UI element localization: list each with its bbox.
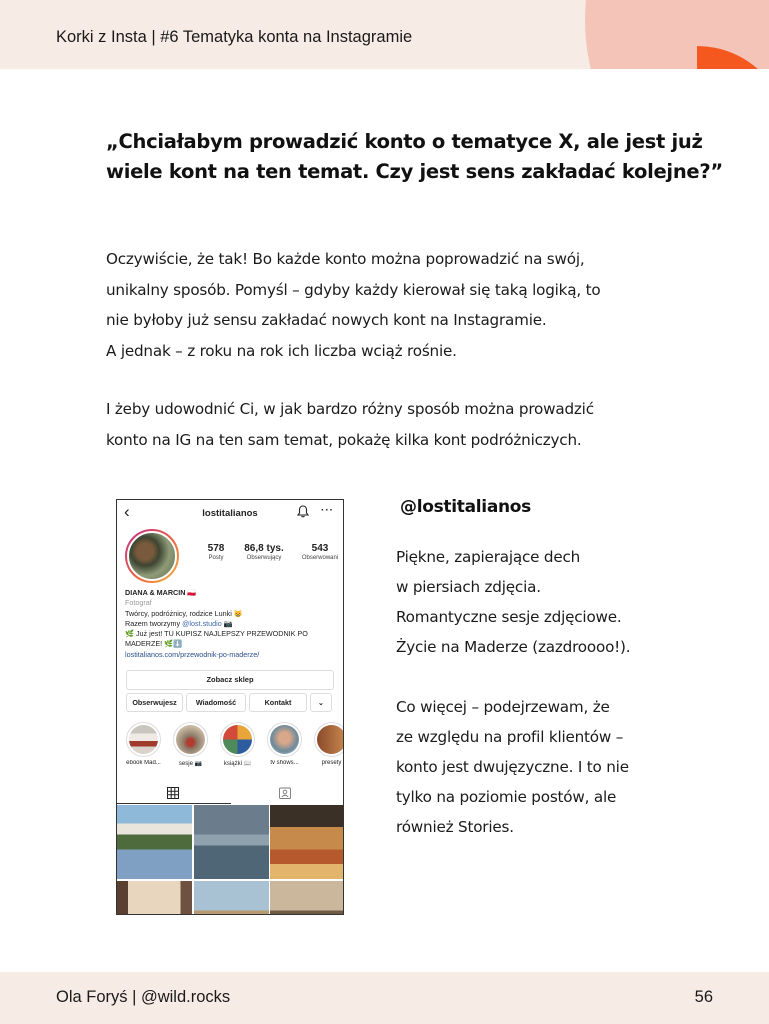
text-line: Życie na Maderze (zazdroooo!). — [396, 638, 631, 656]
message-button[interactable]: Wiadomość — [186, 693, 246, 712]
story-highlights — [125, 722, 344, 767]
bio-category: Fotograf — [125, 598, 152, 608]
highlight-item[interactable] — [266, 722, 303, 767]
text-line: Romantyczne sesje zdjęciowe. — [396, 608, 622, 626]
bio-name: DIANA & MARCIN 🇵🇱 — [125, 588, 197, 597]
stat-label: Obserwowani — [301, 555, 339, 561]
page-header — [0, 0, 769, 69]
text-line: Piękne, zapierające dech — [396, 548, 581, 566]
ig-topbar — [117, 500, 343, 526]
highlight-label: ebook Mad... — [126, 760, 161, 766]
stat-followers[interactable] — [233, 543, 295, 561]
page-footer — [0, 972, 769, 1024]
following-button[interactable]: Obserwujesz — [126, 693, 183, 712]
text-line: Co więcej – podejrzewam, że — [396, 698, 610, 716]
tagged-icon[interactable] — [279, 787, 291, 799]
grid-icon[interactable] — [167, 787, 179, 799]
stat-posts[interactable] — [199, 543, 233, 561]
page-number: 56 — [694, 988, 713, 1006]
ig-profile-tabs — [117, 783, 344, 805]
text-line: tylko na poziomie postów, ale — [396, 788, 617, 806]
highlight-item[interactable] — [219, 722, 256, 767]
bio-mention-link[interactable]: @lost.studio — [182, 618, 222, 628]
ig-bio — [125, 588, 344, 660]
highlight-label: książki 📖 — [223, 761, 252, 767]
ig-action-buttons — [126, 693, 332, 712]
bio-line: Twórcy, podróżnicy, rodzice Lunki 😸 — [125, 608, 243, 618]
highlight-item[interactable] — [313, 722, 344, 767]
active-tab-indicator — [117, 803, 231, 804]
ig-post-grid — [117, 805, 344, 915]
highlight-thumbnail — [317, 725, 344, 754]
text-line: unikalny sposób. Pomyśl – gdyby każdy kierował się taką logiką, to — [106, 280, 601, 299]
stat-following[interactable] — [295, 543, 344, 561]
text-line: konto jest dwujęzyczne. I to nie — [396, 758, 629, 776]
highlight-label: presety — [321, 760, 342, 766]
ig-avatar[interactable] — [125, 529, 179, 583]
footer-author: Ola Foryś | @wild.rocks — [56, 988, 231, 1006]
bio-website-link[interactable]: lostitalianos.com/przewodnik-po-maderze/ — [125, 649, 260, 659]
text-line: również Stories. — [396, 818, 514, 836]
highlight-thumbnail — [223, 725, 252, 754]
text-line: w piersiach zdjęcia. — [396, 578, 541, 596]
examples-paragraph — [106, 394, 706, 455]
view-shop-button[interactable]: Zobacz sklep — [126, 670, 334, 690]
post-thumbnail[interactable] — [117, 881, 192, 916]
highlight-label: sesje 📷 — [178, 761, 203, 767]
avatar-photo — [127, 531, 177, 581]
text-line: Oczywiście, że tak! Bo każde konto można poprowadzić na swój, — [106, 250, 585, 268]
highlight-item[interactable] — [172, 722, 209, 767]
bio-text: Razem tworzymy — [125, 618, 183, 628]
account-handle: @lostitalianos — [400, 497, 532, 517]
more-options-icon[interactable]: ··· — [321, 505, 334, 516]
ig-username: lostitalianos — [202, 508, 258, 519]
ig-stats — [199, 543, 344, 561]
stat-value: 86,8 tys. — [244, 543, 284, 554]
bio-line — [125, 619, 344, 629]
back-chevron-icon[interactable]: ‹ — [124, 502, 130, 521]
text-line: konto na IG na ten sam temat, pokażę kilka kont podróżniczych. — [106, 430, 582, 449]
stat-label: Obserwujący — [246, 555, 282, 561]
text-line: nie byłoby już sensu zakładać nowych kont na Instagramie. — [106, 311, 547, 329]
intro-paragraph — [106, 244, 706, 366]
post-thumbnail[interactable] — [270, 805, 344, 879]
post-thumbnail[interactable] — [117, 805, 192, 879]
highlight-item[interactable] — [125, 722, 162, 767]
text-line: ze względu na profil klientów – — [396, 728, 624, 746]
account-observation — [396, 692, 696, 842]
bio-line: 🌿 Już jest! TU KUPISZ NAJLEPSZY PRZEWODNIK PO MADERZE! 🌿⬇️ — [125, 629, 308, 649]
instagram-profile-screenshot — [116, 499, 344, 915]
more-chevron-button[interactable]: ⌄ — [310, 693, 332, 712]
header-title: Korki z Insta | #6 Tematyka konta na Instagramie — [56, 28, 413, 46]
bell-icon[interactable] — [297, 505, 309, 518]
post-thumbnail[interactable] — [194, 881, 269, 916]
highlight-thumbnail — [270, 725, 299, 754]
stat-label: Posty — [208, 555, 224, 561]
stat-value: 578 — [207, 543, 225, 554]
highlight-label: tv shows... — [270, 760, 299, 766]
question-heading: „Chciałabym prowadzić konto o tematyce X, ale jest już wiele kont na ten temat. Czy jest sens zakładać kolejne?” — [106, 130, 723, 183]
stat-value: 543 — [311, 543, 329, 554]
highlight-thumbnail — [176, 725, 205, 754]
contact-button[interactable]: Kontakt — [249, 693, 307, 712]
bio-text: 📷 — [221, 618, 233, 628]
post-thumbnail[interactable] — [270, 881, 344, 916]
post-thumbnail[interactable] — [194, 805, 269, 879]
text-line: I żeby udowodnić Ci, w jak bardzo różny sposób można prowadzić — [106, 400, 594, 418]
account-description — [396, 542, 696, 662]
text-line: A jednak – z roku na rok ich liczba wciąż rośnie. — [106, 341, 457, 360]
highlight-thumbnail — [129, 725, 158, 754]
